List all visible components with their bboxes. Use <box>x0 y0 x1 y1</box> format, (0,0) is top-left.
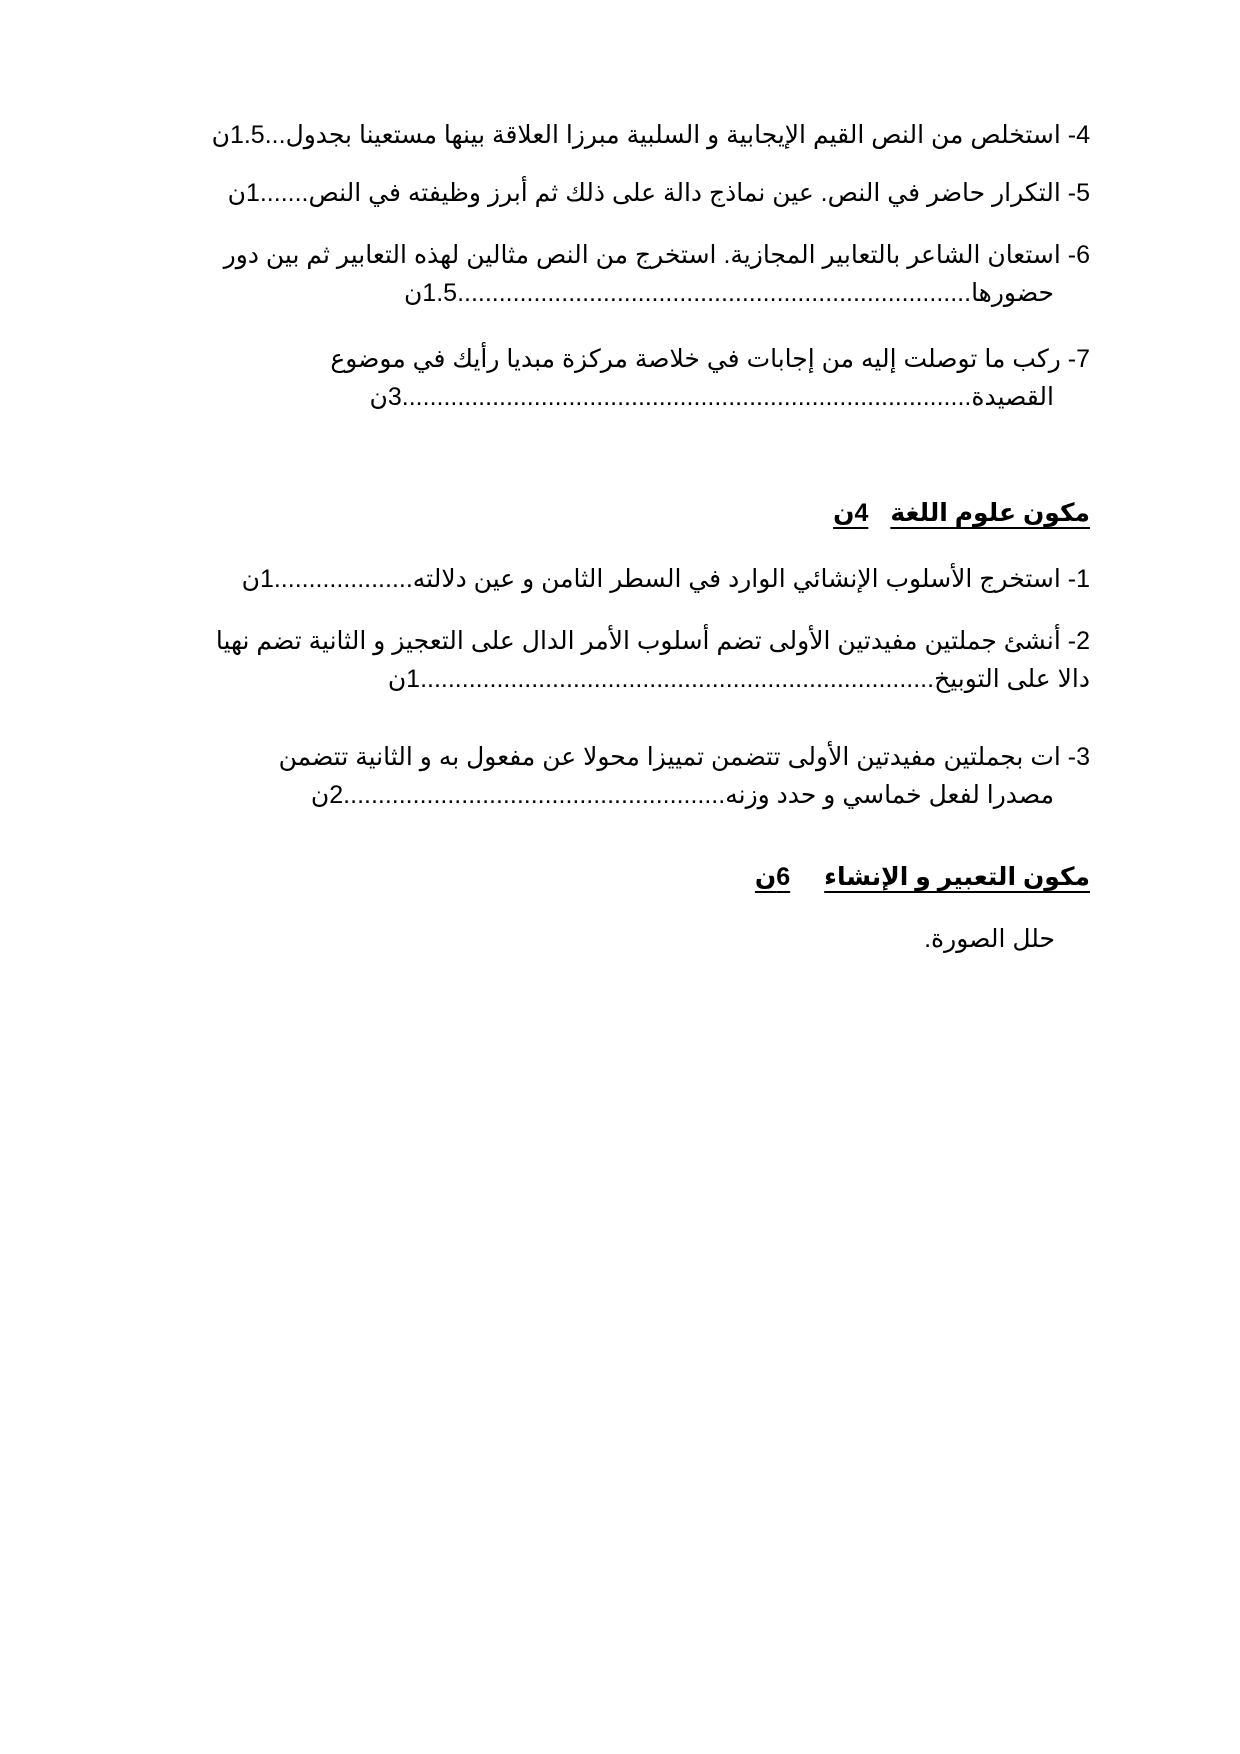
question-points: 1ن <box>241 565 274 593</box>
question-points: 1ن <box>387 665 421 693</box>
question-text: استخرج الأسلوب الإنشائي الوارد في السطر الثامن و عين دلالته <box>412 565 1061 593</box>
question-points: 2ن <box>310 781 344 809</box>
question-text-line1: أنشئ جملتين مفيدتين الأولى تضم أسلوب الأمر الدال على التعجيز و الثانية تضم نهيا <box>215 627 1061 655</box>
section-heading-title: مكون التعبير و الإنشاء <box>824 863 1090 891</box>
section-heading-writing <box>755 862 1090 892</box>
question-points: 1.5ن <box>403 279 458 307</box>
section-heading-points: 4ن <box>833 499 869 527</box>
question-text-line2: القصيدة <box>971 383 1054 411</box>
question-text-line2: مصدرا لفعل خماسي و حدد وزنه <box>725 781 1054 809</box>
dot-leader: .................... <box>273 565 413 593</box>
question-text: التكرار حاضر في النص. عين نماذج دالة على ذلك ثم أبرز وظيفته في النص <box>308 179 1061 207</box>
question-6: 6- استعان الشاعر بالتعابير المجازية. استخرج من النص مثالين لهذه التعابير ثم بين دور حضورها..........................................................................1.5ن <box>223 241 1090 307</box>
section-heading-language <box>833 498 1090 528</box>
question-text-line1: استعان الشاعر بالتعابير المجازية. استخرج من النص مثالين لهذه التعابير ثم بين دور <box>223 241 1061 269</box>
question-text-line1: ركب ما توصلت إليه من إجابات في خلاصة مركزة مبديا رأيك في موضوع <box>330 345 1061 373</box>
question-number: 1 <box>1076 565 1090 593</box>
section-heading-title: مكون علوم اللغة <box>890 499 1090 527</box>
question-text-line2: حضورها <box>971 279 1054 307</box>
language-question-2: 2- أنشئ جملتين مفيدتين الأولى تضم أسلوب الأمر الدال على التعجيز و الثانية تضم نهيا دالا على التوبيخ..........................................................................1ن <box>215 627 1090 693</box>
question-number: 6 <box>1076 241 1090 269</box>
question-number: 3 <box>1076 743 1090 771</box>
question-points: 3ن <box>369 383 402 411</box>
question-text-line2: دالا على التوبيخ <box>934 665 1090 693</box>
question-7: 7- ركب ما توصلت إليه من إجابات في خلاصة مركزة مبديا رأيك في موضوع القصيدة..................................................................................3ن <box>330 345 1090 411</box>
question-points: 1ن <box>227 179 260 207</box>
dot-leader: .......................................................................... <box>457 279 972 307</box>
question-number: 5 <box>1076 179 1090 207</box>
dot-leader: ... <box>264 121 286 149</box>
section-heading-points: 6ن <box>754 863 791 891</box>
language-question-3: 3- ات بجملتين مفيدتين الأولى تتضمن تمييزا محولا عن مفعول به و الثانية تتضمن مصدرا لفعل خماسي و حدد وزنه.......................................................2ن <box>278 743 1090 809</box>
question-text: استخلص من النص القيم الإيجابية و السلبية مبرزا العلاقة بينها مستعينا بجدول <box>285 121 1061 149</box>
question-number: 2 <box>1076 627 1090 655</box>
dot-leader: ....... <box>259 179 309 207</box>
dot-leader: .................................................................................. <box>401 383 972 411</box>
question-points: 1.5ن <box>211 121 265 149</box>
dot-leader: ....................................................... <box>343 781 726 809</box>
question-number: 7 <box>1076 345 1090 373</box>
question-5: 5- التكرار حاضر في النص. عين نماذج دالة على ذلك ثم أبرز وظيفته في النص.......1ن <box>227 179 1090 207</box>
question-number: 4 <box>1076 121 1090 149</box>
writing-task: حلل الصورة. <box>924 925 1055 953</box>
question-4: 4- استخلص من النص القيم الإيجابية و السلبية مبرزا العلاقة بينها مستعينا بجدول...1.5ن <box>211 121 1090 149</box>
language-question-1: 1- استخرج الأسلوب الإنشائي الوارد في السطر الثامن و عين دلالته....................1ن <box>241 565 1090 593</box>
dot-leader: .......................................................................... <box>420 665 935 693</box>
question-text-line1: ات بجملتين مفيدتين الأولى تتضمن تمييزا محولا عن مفعول به و الثانية تتضمن <box>278 743 1061 771</box>
